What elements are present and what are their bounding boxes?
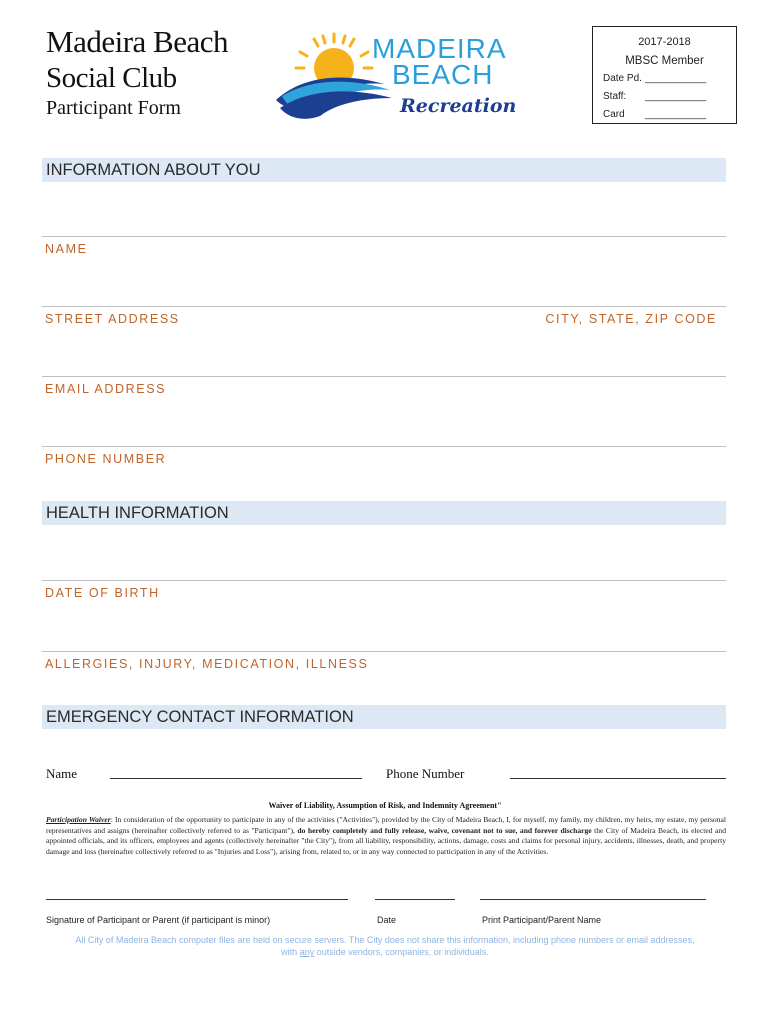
section-health-information [42,501,726,525]
allergies-label: ALLERGIES, INJURY, MEDICATION, ILLNESS [45,657,369,671]
section-information-about-you [42,158,726,182]
date-paid-label: Date Pd. [603,73,642,84]
emergency-phone-label: Phone Number [386,766,465,781]
member-box-title: MBSC Member [625,55,704,67]
emergency-name-label: Name [46,766,78,781]
form-subtitle: Participant Form [46,97,181,119]
email-address-label: EMAIL ADDRESS [45,382,167,396]
name-label: NAME [45,242,88,256]
date-of-birth-label: DATE OF BIRTH [45,586,160,600]
madeira-beach-recreation-logo [272,26,534,122]
footer-emphasis-any: any [299,947,315,957]
date-paid-blank[interactable]: ___________ [645,73,707,84]
section-title-health: HEALTH INFORMATION [46,504,229,522]
street-address-label: STREET ADDRESS [45,312,180,326]
card-row [603,109,731,120]
logo-word-beach: BEACH [392,59,494,90]
signature-label: Signature of Participant or Parent (if participant is minor) [46,915,271,925]
staff-blank[interactable]: ___________ [645,91,707,102]
wave-icon [276,77,392,118]
date-label: Date [377,915,397,925]
waiver-lead: Participation Waiver [46,815,111,824]
emergency-phone-line[interactable] [510,778,726,779]
section-title-emergency: EMERGENCY CONTACT INFORMATION [46,708,354,726]
dob-field-line[interactable] [42,580,726,581]
print-name-label: Print Participant/Parent Name [482,915,602,925]
logo-word-madeira: MADEIRA [372,33,507,64]
waiver-title: Waiver of Liability, Assumption of Risk, and Indemnity Agreement" [268,801,502,810]
privacy-footer-note [40,934,730,958]
club-title-line2: Social Club [46,62,177,94]
allergies-field-line[interactable] [42,651,726,652]
street-field-line[interactable] [42,306,726,307]
waiver-part1: : In consideration of the opportunity to participate in any of the activities ("Activities"), provided by the City of Madeira Beach, I, for myself, my family, my children, my heirs, my estate, my personal representatives and assigns (hereinafter collectively referred to as "Participant"), [46,815,726,835]
waiver-part2: the City of Madeira Beach, its elected and appointed officials, and its officers, employees and agents (collectively hereinafter "the City"), from all liability, responsibility, actions, damage, costs and claims for personal injury, accidents, illnesses, death, and property damage and loss (hereinafter collectively referred to as "Injuries and Loss"), arising from, related to, or in any way connected to participation in any of the Activities. [46,825,727,856]
signature-line[interactable] [46,899,348,900]
card-label: Card [603,109,625,120]
footer-line2a: with [281,947,300,957]
mbsc-member-box [592,26,737,124]
footer-line2b: outside vendors, companies, or individuals. [314,947,489,957]
print-name-line[interactable] [480,899,706,900]
card-blank[interactable]: ___________ [645,109,707,120]
club-title-line1: Madeira Beach [46,24,228,59]
member-year: 2017-2018 [638,36,691,48]
phone-number-label: PHONE NUMBER [45,452,167,466]
staff-row [603,91,731,102]
section-emergency-contact [42,705,726,729]
staff-label: Staff: [603,91,627,102]
city-state-zip-label: CITY, STATE, ZIP CODE [545,312,717,326]
footer-line1: All City of Madeira Beach computer files are held on secure servers. The City does not share this information, including phone numbers or email addresses, [75,935,695,945]
email-field-line[interactable] [42,376,726,377]
section-title-info: INFORMATION ABOUT YOU [46,161,261,179]
waiver-release-clause: do hereby completely and fully release, waive, covenant not to sue, and forever discharge [297,825,592,835]
phone-field-line[interactable] [42,446,726,447]
date-paid-row [603,73,731,84]
waiver-text [46,815,726,857]
name-field-line[interactable] [42,236,726,237]
emergency-name-line[interactable] [110,778,362,779]
logo-word-recreation: Recreation [400,95,517,117]
date-line[interactable] [375,899,455,900]
